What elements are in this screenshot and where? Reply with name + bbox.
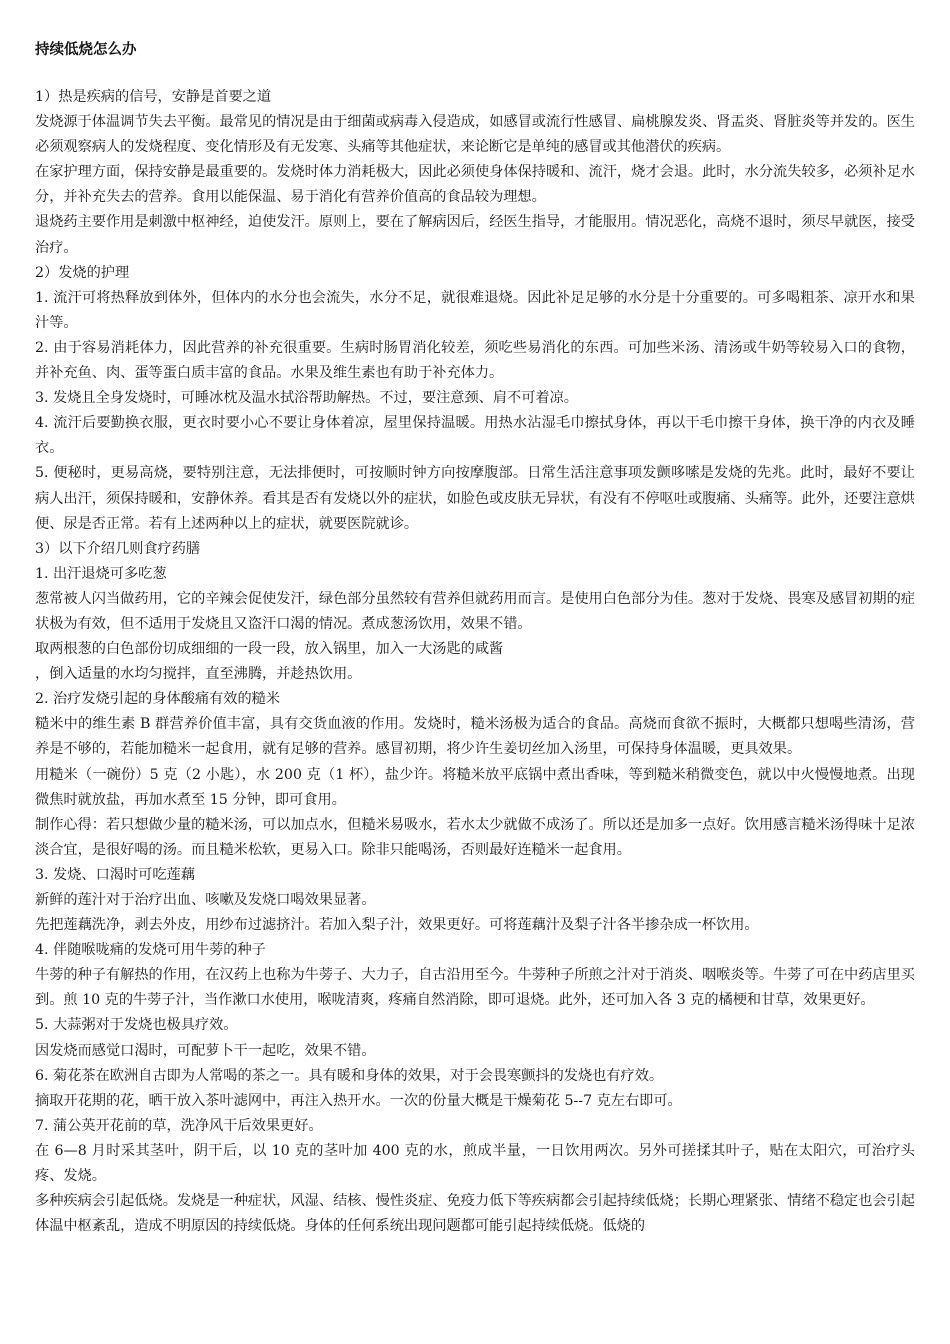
paragraph: 2）发烧的护理 (35, 264, 130, 281)
paragraph: 1. 流汗可将热释放到体外，但体内的水分也会流失，水分不足，就很难退烧。因此补足足够的水分是十分重要的。可多喝粗茶、凉开水和果汁等。 (35, 289, 915, 331)
paragraph: 因发烧而感觉口渴时，可配萝卜干一起吃，效果不错。 (35, 1042, 376, 1059)
paragraph: 6. 菊花茶在欧洲自古即为人常喝的茶之一。具有暖和身体的效果，对于会畏寒颤抖的发烧也有疗效。 (35, 1067, 664, 1084)
paragraph: 先把莲藕洗净，剥去外皮，用纱布过滤挤汁。若加入梨子汁，效果更好。可将莲藕汁及梨子汁各半掺杂成一杯饮用。 (35, 917, 759, 934)
paragraph: 新鲜的莲汁对于治疗出血、咳嗽及发烧口喝效果显著。 (35, 892, 376, 908)
paragraph: 2. 由于容易消耗体力，因此营养的补充很重要。生病时肠胃消化较差，须吃些易消化的东西。可加些米汤、清汤或牛奶等较易入口的食物，并补充鱼、肉、蛋等蛋白质丰富的食品。水果及维生素也有助于补充体力。 (35, 339, 915, 382)
paragraph: 牛蒡的种子有解热的作用，在汉药上也称为牛蒡子、大力子，自古沿用至今。牛蒡种子所煎之汁对于消炎、咽喉炎等。牛蒡了可在中药店里买到。煎 10 克的牛蒡子汁，当作漱口水使用，喉咙清爽，疼痛自然消除，即可退烧。此外，还可加入各 3 克的橘梗和甘草，效果更好。 (35, 967, 915, 1009)
paragraph: ，倒入适量的水均匀搅拌，直至沸腾，并趁热饮用。 (35, 666, 362, 683)
paragraph: 摘取开花期的花，晒干放入茶叶滤网中，再注入热开水。一次的份量大概是干燥菊花 5--7 克左右即可。 (35, 1092, 682, 1109)
paragraph: 3. 发烧且全身发烧时，可睡冰枕及温水拭浴帮助解热。不过，要注意颈、肩不可着凉。 (35, 390, 578, 407)
paragraph: 5. 大蒜粥对于发烧也极具疗效。 (35, 1017, 238, 1034)
paragraph: 3）以下介绍几则食疗药膳 (35, 540, 201, 557)
document-title: 持续低烧怎么办 (35, 42, 137, 58)
paragraph: 7. 蒲公英开花前的草，洗净风干后效果更好。 (35, 1117, 323, 1134)
paragraph: 退烧药主要作用是刺激中枢神经，迫使发汗。原则上，要在了解病因后，经医生指导，才能服用。情况恶化，高烧不退时，须尽早就医，接受治疗。 (35, 214, 915, 256)
paragraph: 在家护理方面，保持安静是最重要的。发烧时体力消耗极大，因此必须使身体保持暖和、流汗，烧才会退。此时，水分流失较多，必须补足水分，并补充失去的营养。食用以能保温、易于消化有营养价值高的食品较为理想。 (35, 164, 915, 206)
paragraph: 4. 伴随喉咙痛的发烧可用牛蒡的种子 (35, 942, 266, 959)
paragraph: 葱常被人闪当做药用，它的辛辣会促使发汗，绿色部分虽然较有营养但就药用而言。是使用白色部分为佳。葱对于发烧、畏寒及感冒初期的症状极为有效，但不适用于发烧且又盗汗口渴的情况。煮成葱汤饮用，效果不错。 (35, 590, 915, 632)
paragraph: 多种疾病会引起低烧。发烧是一种症状，风湿、结核、慢性炎症、免疫力低下等疾病都会引起持续低烧；长期心理紧张、情绪不稳定也会引起体温中枢紊乱，造成不明原因的持续低烧。身体的任何系统出现问题都可能引起持续低烧。低烧的 (35, 1193, 915, 1235)
paragraph: 1. 出汗退烧可多吃葱 (35, 565, 167, 582)
paragraph: 取两根葱的白色部份切成细细的一段一段，放入锅里，加入一大汤匙的咸酱 (35, 641, 504, 658)
paragraph: 2. 治疗发烧引起的身体酸痛有效的糙米 (35, 691, 281, 708)
paragraph: 1）热是疾病的信号，安静是首要之道 (35, 89, 272, 105)
paragraph: 在 6—8 月时采其茎叶，阴干后，以 10 克的茎叶加 400 克的水，煎成半量，一日饮用两次。另外可搓揉其叶子，贴在太阳穴，可治疗头疼、发烧。 (35, 1142, 915, 1185)
paragraph: 用糙米（一碗份）5 克（2 小匙），水 200 克（1 杯），盐少许。将糙米放平底锅中煮出香味，等到糙米稍微变色，就以中火慢慢地煮。出现微焦时就放盐，再加水煮至 15 分钟，即可食用。 (35, 766, 915, 808)
paragraph: 4. 流汗后要勤换衣服，更衣时要小心不要让身体着凉，屋里保持温暖。用热水沾湿毛巾擦拭身体，再以干毛巾擦干身体，换干净的内衣及睡衣。 (35, 415, 915, 457)
paragraph: 5. 便秘时，更易高烧，要特别注意，无法排便时，可按顺时钟方向按摩腹部。日常生活注意事项发颤哆嗦是发烧的先兆。此时，最好不要让病人出汗，须保持暖和，安静休养。看其是否有发烧以外的症状，如脸色或皮肤无异状，有没有不停呕吐或腹痛、头痛等。此外，还要注意烘便、尿是否正常。若有上述两种以上的症状，就要医院就诊。 (35, 465, 915, 532)
paragraph: 3. 发烧、口渴时可吃莲藕 (35, 866, 195, 883)
paragraph: 发烧源于体温调节失去平衡。最常见的情况是由于细菌或病毒入侵造成，如感冒或流行性感冒、扁桃腺发炎、肾盂炎、肾脏炎等并发的。医生必须观察病人的发烧程度、变化情形及有无发寒、头痛等其他症状，来论断它是单纯的感冒或其他潜伏的疾病。 (35, 114, 915, 156)
paragraph: 制作心得：若只想做少量的糙米汤，可以加点水，但糙米易吸水，若水太少就做不成汤了。所以还是加多一点好。饮用感言糙米汤得味十足浓淡合宜，是很好喝的汤。而且糙米松软，更易入口。除非只能喝汤，否则最好连糙米一起食用。 (35, 816, 915, 858)
document-body (35, 85, 915, 1239)
paragraph: 糙米中的维生素 B 群营养价值丰富，具有交货血液的作用。发烧时，糙米汤极为适合的食品。高烧而食欲不振时，大概都只想喝些清汤，营养是不够的，若能加糙米一起食用，就有足够的营养。感冒初期，将少许生姜切丝加入汤里，可保持身体温暖，更具效果。 (35, 716, 915, 758)
